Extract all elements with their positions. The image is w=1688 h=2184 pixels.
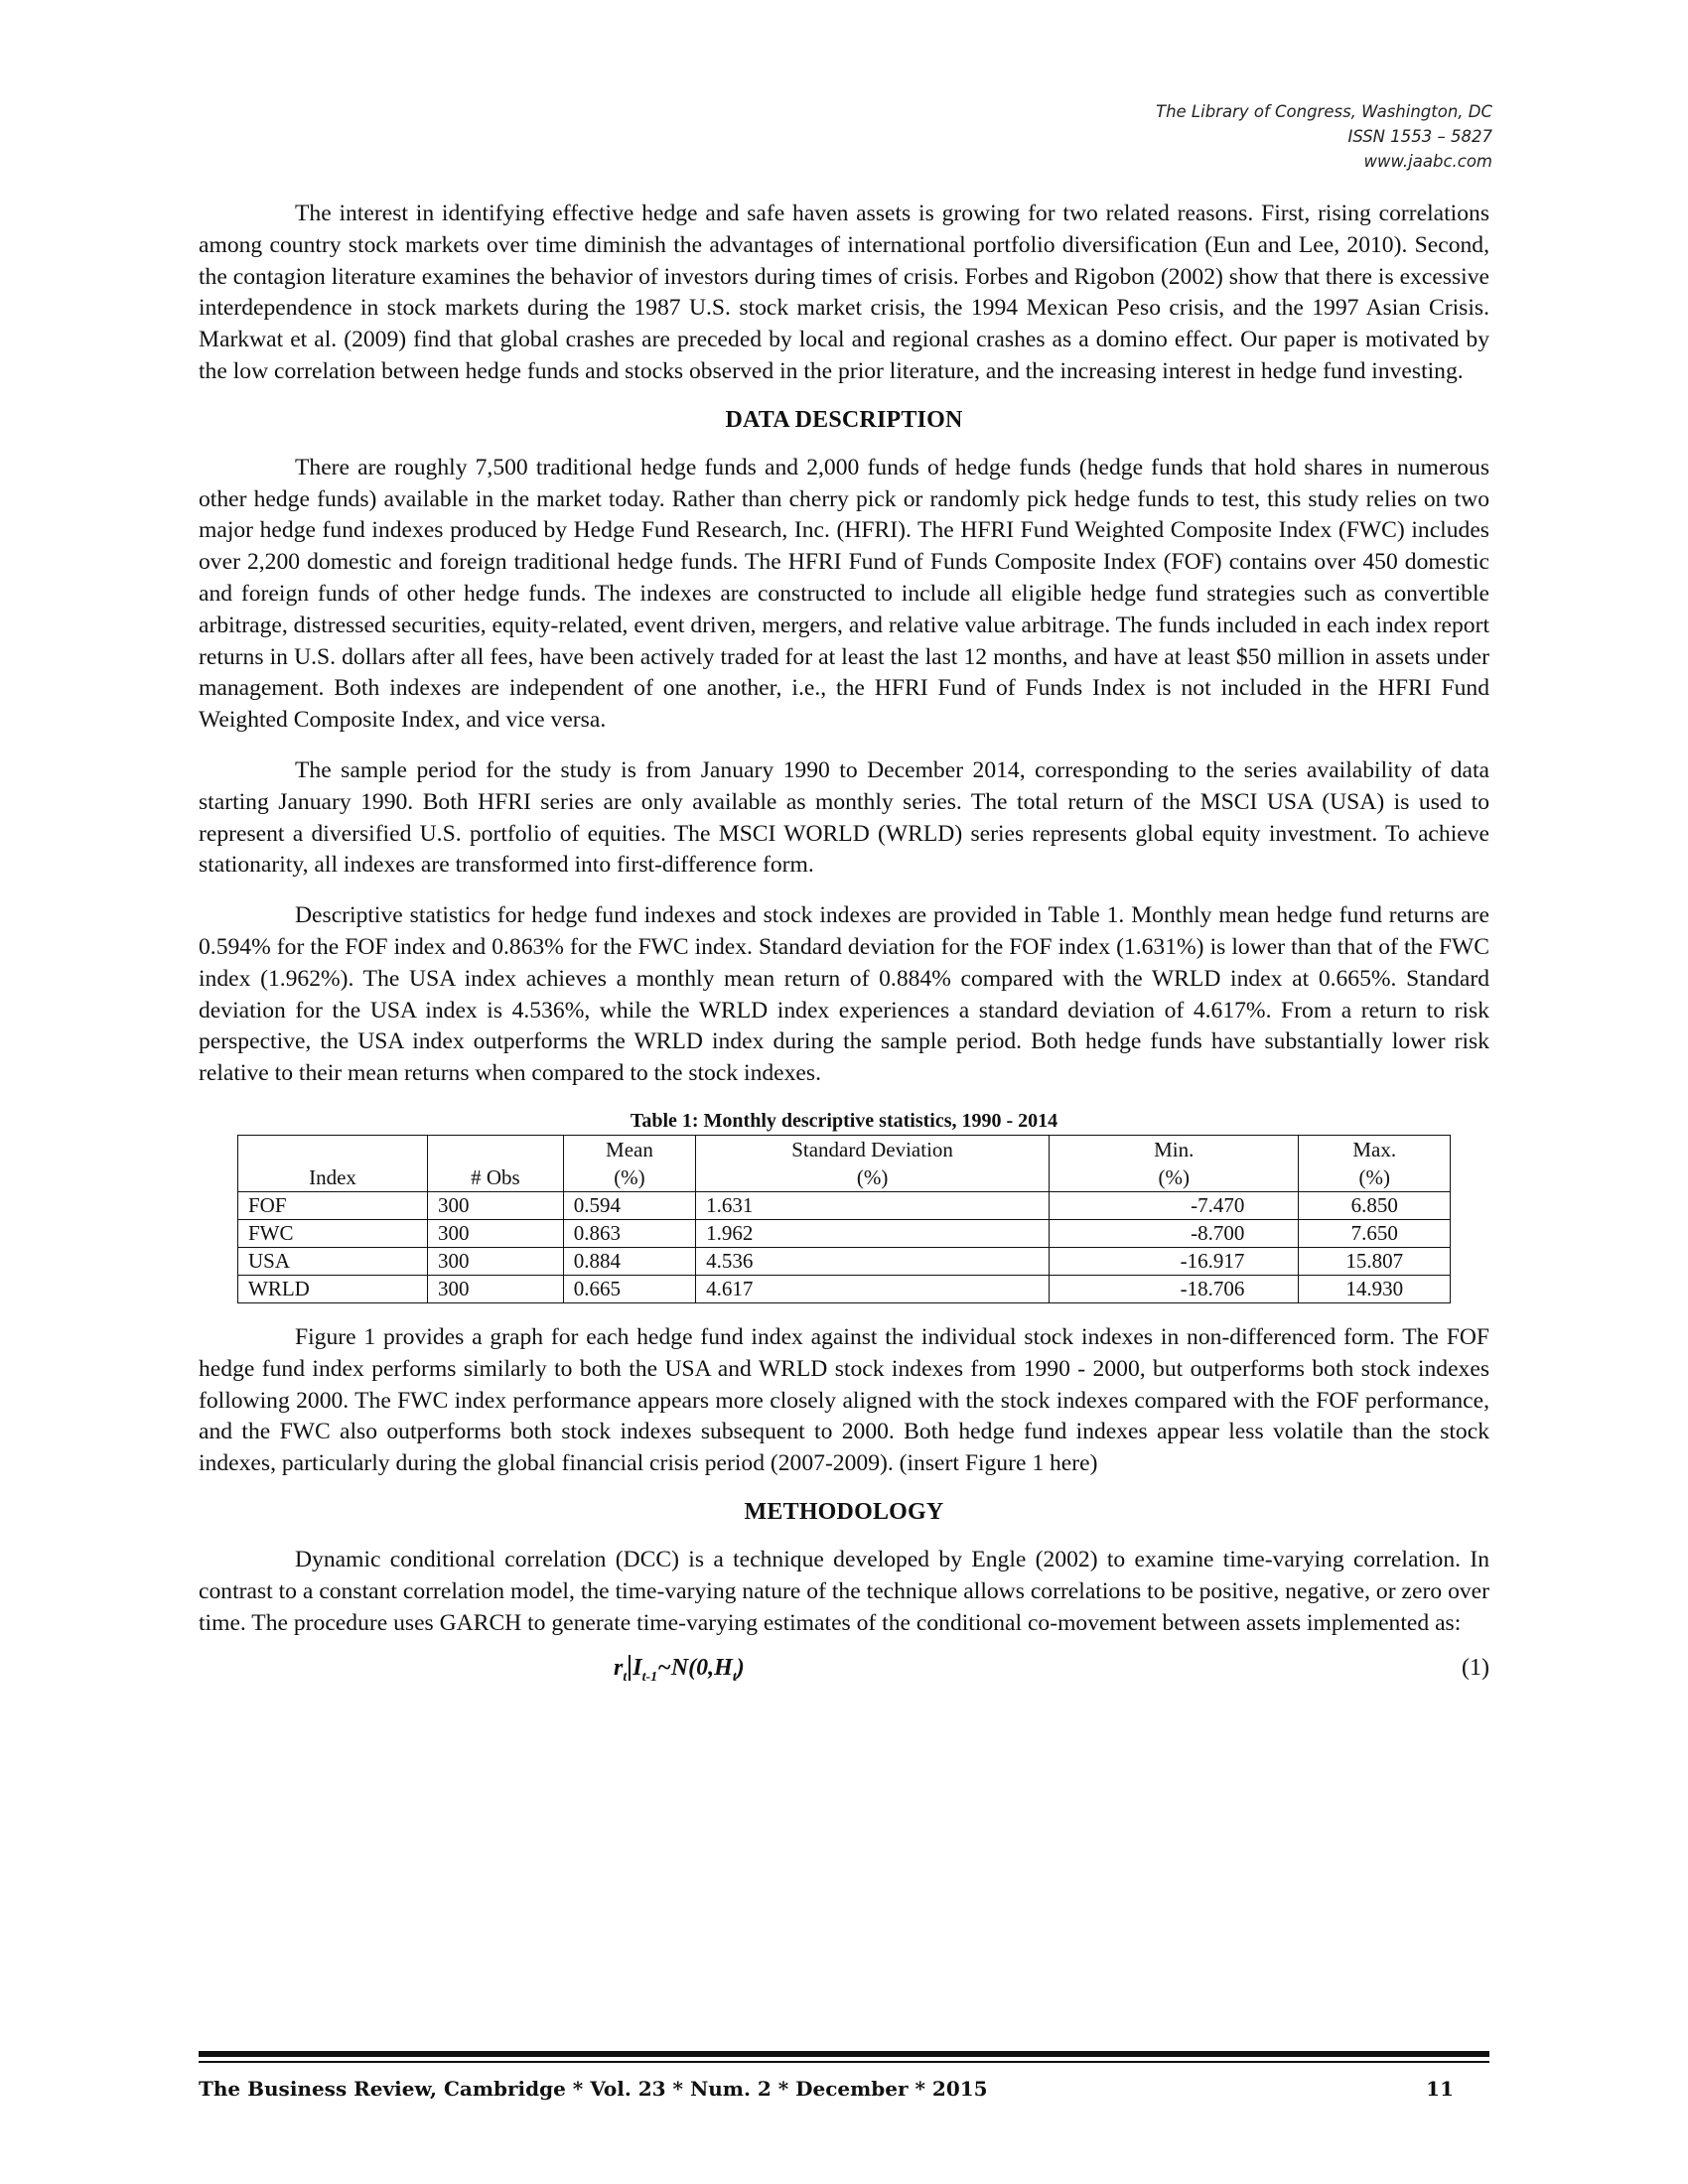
footer-rule-thick (199, 2051, 1489, 2057)
cell-obs: 300 (428, 1191, 564, 1219)
header-index: Index (238, 1135, 428, 1191)
cell-index: FWC (238, 1219, 428, 1247)
header-max: Max. (%) (1299, 1135, 1451, 1191)
paragraph-intro: The interest in identifying effective hedge and safe haven assets is growing for two related reasons. First, rising correlations among country stock markets over time diminish the advantages of international portfolio diversification (Eun and Lee, 2010). Second, the contagion literature examines the behavior of investors during times of crisis. Forbes and Rigobon (2002) show that there is excessive interdependence in stock markets during the 1987 U.S. stock market crisis, the 1994 Mexican Peso crisis, and the 1997 Asian Crisis. Markwat et al. (2009) find that global crashes are preceded by local and regional crashes as a domino effect. Our paper is motivated by the low correlation between hedge funds and stocks observed in the prior literature, and the increasing interest in hedge fund investing. (199, 201, 1489, 384)
cell-obs: 300 (428, 1275, 564, 1302)
cell-min: -8.700 (1050, 1219, 1299, 1247)
paragraph-data-funds: There are roughly 7,500 traditional hedge funds and 2,000 funds of hedge funds (hedge funds that hold shares in numerous other hedge funds) available in the market today. Rather than cherry pick or randomly pick hedge funds to test, this study relies on two major hedge fund indexes produced by Hedge Fund Research, Inc. (HFRI). The HFRI Fund Weighted Composite Index (FWC) includes over 2,200 domestic and foreign traditional hedge funds. The HFRI Fund of Funds Composite Index (FOF) contains over 450 domestic and foreign funds of other hedge funds. The indexes are constructed to include all eligible hedge fund strategies such as convertible arbitrage, distressed securities, equity-related, event driven, mergers, and relative value arbitrage. The funds included in each index report returns in U.S. dollars after all fees, have been actively traded for at least the last 12 months, and have at least $50 million in assets under management. Both indexes are independent of one another, i.e., the HFRI Fund of Funds Index is not included in the HFRI Fund Weighted Composite Index, and vice versa. (199, 454, 1489, 734)
cell-mean: 0.863 (563, 1219, 695, 1247)
header-library: The Library of Congress, Washington, DC (1155, 102, 1492, 121)
paragraph-figure-1: Figure 1 provides a graph for each hedge fund index against the individual stock indexes in non-differenced form. The FOF hedge fund index performs similarly to both the USA and WRLD stock indexes from 1990 - 2000, but outperforms both stock indexes following 2000. The FWC index performance appears more closely aligned with the stock indexes compared with the FOF performance, and the FWC also outperforms both stock indexes subsequent to 2000. Both hedge fund indexes appear less volatile than the stock indexes, particularly during the global financial crisis period (2007-2009). (insert Figure 1 here) (199, 1323, 1489, 1477)
cell-index: WRLD (238, 1275, 428, 1302)
cell-sd: 1.631 (696, 1191, 1050, 1219)
header-website: www.jaabc.com (1363, 152, 1492, 171)
header-mean: Mean (%) (563, 1135, 695, 1191)
running-header (897, 99, 1492, 174)
table-row (238, 1191, 1451, 1219)
header-issn: ISSN 1553 – 5827 (1347, 127, 1492, 146)
equation-1 (199, 1651, 1489, 1695)
cell-max: 6.850 (1299, 1191, 1451, 1219)
footer-journal: The Business Review, Cambridge * Vol. 23 * Num. 2 * December * 2015 (199, 2077, 988, 2101)
section-heading-data-description: DATA DESCRIPTION (725, 406, 963, 433)
cell-obs: 300 (428, 1247, 564, 1275)
cell-index: USA (238, 1247, 428, 1275)
cell-max: 7.650 (1299, 1219, 1451, 1247)
equation-expression: $r_t$ $I_{t-1}\sim N(0,H_t)$ (614, 1655, 745, 1686)
cell-mean: 0.884 (563, 1247, 695, 1275)
table-row (238, 1219, 1451, 1247)
table-row (238, 1275, 1451, 1302)
paragraph-dcc: Dynamic conditional correlation (DCC) is a technique developed by Engle (2002) to examine time-varying correlation. In contrast to a constant correlation model, the time-varying nature of the technique allows correlations to be positive, negative, or zero over time. The procedure uses GARCH to generate time-varying estimates of the conditional co-movement between assets implemented as: (199, 1546, 1489, 1636)
cell-min: -7.470 (1050, 1191, 1299, 1219)
equation-number: (1) (1462, 1655, 1489, 1682)
table-caption: Table 1: Monthly descriptive statistics, 1990 - 2014 (630, 1109, 1058, 1132)
header-sd: Standard Deviation (%) (696, 1135, 1050, 1191)
cell-sd: 4.617 (696, 1275, 1050, 1302)
conditional-bar (629, 1655, 631, 1681)
cell-min: -18.706 (1050, 1275, 1299, 1302)
header-min: Min. (%) (1050, 1135, 1299, 1191)
cell-index: FOF (238, 1191, 428, 1219)
cell-max: 15.807 (1299, 1247, 1451, 1275)
section-heading-methodology: METHODOLOGY (744, 1498, 944, 1525)
page-footer (199, 2077, 1454, 2101)
table-row (238, 1247, 1451, 1275)
cell-max: 14.930 (1299, 1275, 1451, 1302)
header-obs: # Obs (428, 1135, 564, 1191)
cell-min: -16.917 (1050, 1247, 1299, 1275)
cell-mean: 0.665 (563, 1275, 695, 1302)
paragraph-descriptive-stats: Descriptive statistics for hedge fund indexes and stock indexes are provided in Table 1. Monthly mean hedge fund returns are 0.594% for the FOF index and 0.863% for the FWC index. Standard deviation for the FOF index (1.631%) is lower than that of the FWC index (1.962%). The USA index achieves a monthly mean return of 0.884% compared with the WRLD index at 0.665%. Standard deviation for the USA index is 4.536%, while the WRLD index experiences a standard deviation of 4.617%. From a return to risk perspective, the USA index outperforms the WRLD index during the sample period. Both hedge funds have substantially lower risk relative to their mean returns when compared to the stock indexes. (199, 902, 1489, 1087)
page-number: 11 (1426, 2077, 1454, 2101)
table-header-row (238, 1135, 1451, 1191)
footer-rule-thin (199, 2061, 1489, 2063)
cell-sd: 4.536 (696, 1247, 1050, 1275)
cell-mean: 0.594 (563, 1191, 695, 1219)
page-content (199, 199, 1489, 1695)
paragraph-sample-period: The sample period for the study is from January 1990 to December 2014, corresponding to the series availability of data starting January 1990. Both HFRI series are only available as monthly series. The total return of the MSCI USA (USA) is used to represent a diversified U.S. portfolio of equities. The MSCI WORLD (WRLD) series represents global equity investment. To achieve stationarity, all indexes are transformed into first-difference form. (199, 756, 1489, 879)
descriptive-statistics-table (237, 1135, 1451, 1303)
cell-obs: 300 (428, 1219, 564, 1247)
cell-sd: 1.962 (696, 1219, 1050, 1247)
